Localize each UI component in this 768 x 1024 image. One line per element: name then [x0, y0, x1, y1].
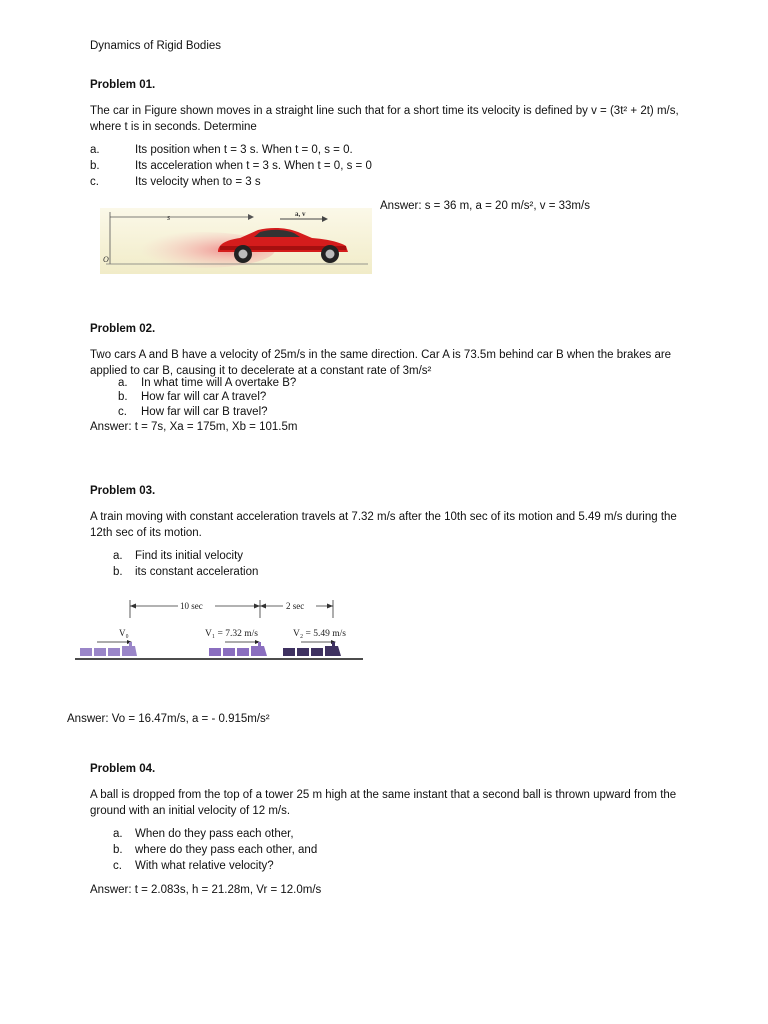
problem-04-item-c: With what relative velocity?	[135, 860, 274, 872]
problem-01-title: Problem 01.	[90, 79, 156, 91]
train-icon-start	[80, 642, 137, 656]
label-v2: V₂ = 5.49 m/s	[293, 629, 347, 639]
train-icon-middle	[209, 642, 267, 656]
problem-04-item-b: where do they pass each other, and	[135, 844, 318, 856]
problem-01-item-a-mark: a.	[90, 144, 100, 156]
page-title: Dynamics of Rigid Bodies	[90, 40, 222, 52]
problem-02-item-b-mark: b.	[118, 391, 128, 403]
problem-02-text: Two cars A and B have a velocity of 25m/s in the same direction. Car A is 73.5m behind car B when the brakes are applied to car B, causing it to decelerate at a constant rate of 3m/s²	[90, 349, 672, 377]
problem-02-answer: Answer: t = 7s, Xa = 175m, Xb = 101.5m	[90, 421, 298, 433]
label-v0: V₀	[119, 628, 129, 638]
problem-03-title: Problem 03.	[90, 485, 156, 497]
problem-01-item-a: Its position when t = 3 s. When t = 0, s = 0.	[135, 144, 353, 156]
problem-01-item-b-mark: b.	[90, 160, 100, 172]
car-figure	[100, 208, 372, 274]
problem-04-title: Problem 04.	[90, 763, 156, 775]
problem-02-title: Problem 02.	[90, 323, 156, 335]
problem-04-item-c-mark: c.	[113, 860, 122, 872]
problem-02-item-c-mark: c.	[118, 406, 127, 418]
problem-03-item-b-mark: b.	[113, 566, 123, 578]
problem-03-answer: Answer: Vo = 16.47m/s, a = - 0.915m/s²	[67, 713, 270, 725]
problem-02-item-c: How far will car B travel?	[141, 406, 268, 418]
problem-02-item-a-mark: a.	[118, 377, 128, 389]
label-av: a, v	[295, 210, 306, 218]
problem-04-item-a: When do they pass each other,	[135, 828, 294, 840]
label-10-sec: 10 sec	[180, 601, 203, 611]
problem-04-item-b-mark: b.	[113, 844, 123, 856]
problem-01-answer: Answer: s = 36 m, a = 20 m/s², v = 33m/s	[380, 200, 590, 212]
problem-01-item-c-mark: c.	[90, 176, 99, 188]
problem-03-item-b: its constant acceleration	[135, 566, 259, 578]
problem-01-item-b: Its acceleration when t = 3 s. When t = 0, s = 0	[135, 160, 372, 172]
problem-01-item-c: Its velocity when to = 3 s	[135, 176, 261, 188]
problem-04-answer: Answer: t = 2.083s, h = 21.28m, Vr = 12.0m/s	[90, 884, 322, 896]
problem-01-text: The car in Figure shown moves in a straight line such that for a short time its velocity is defined by v = (3t² + 2t) m/s, where t is in seconds. Determine	[90, 105, 679, 133]
label-2-sec: 2 sec	[286, 601, 305, 611]
problem-04-text: A ball is dropped from the top of a tower 25 m high at the same instant that a second ball is thrown upward from the ground with an initial velocity of 12 m/s.	[90, 789, 677, 817]
problem-03-item-a-mark: a.	[113, 550, 123, 562]
problem-02-item-b: How far will car A travel?	[141, 391, 267, 403]
problem-03-text: A train moving with constant acceleration travels at 7.32 m/s after the 10th sec of its motion and 5.49 m/s during the 12th sec of its motion.	[90, 511, 677, 539]
label-s: s	[167, 213, 171, 222]
problem-04-item-a-mark: a.	[113, 828, 123, 840]
problem-03-item-a: Find its initial velocity	[135, 550, 244, 562]
train-icon-end	[283, 642, 341, 656]
problem-02-item-a: In what time will A overtake B?	[141, 377, 297, 389]
label-origin: O	[103, 255, 109, 264]
train-figure	[75, 596, 375, 666]
label-v1: V₁ = 7.32 m/s	[205, 629, 259, 639]
